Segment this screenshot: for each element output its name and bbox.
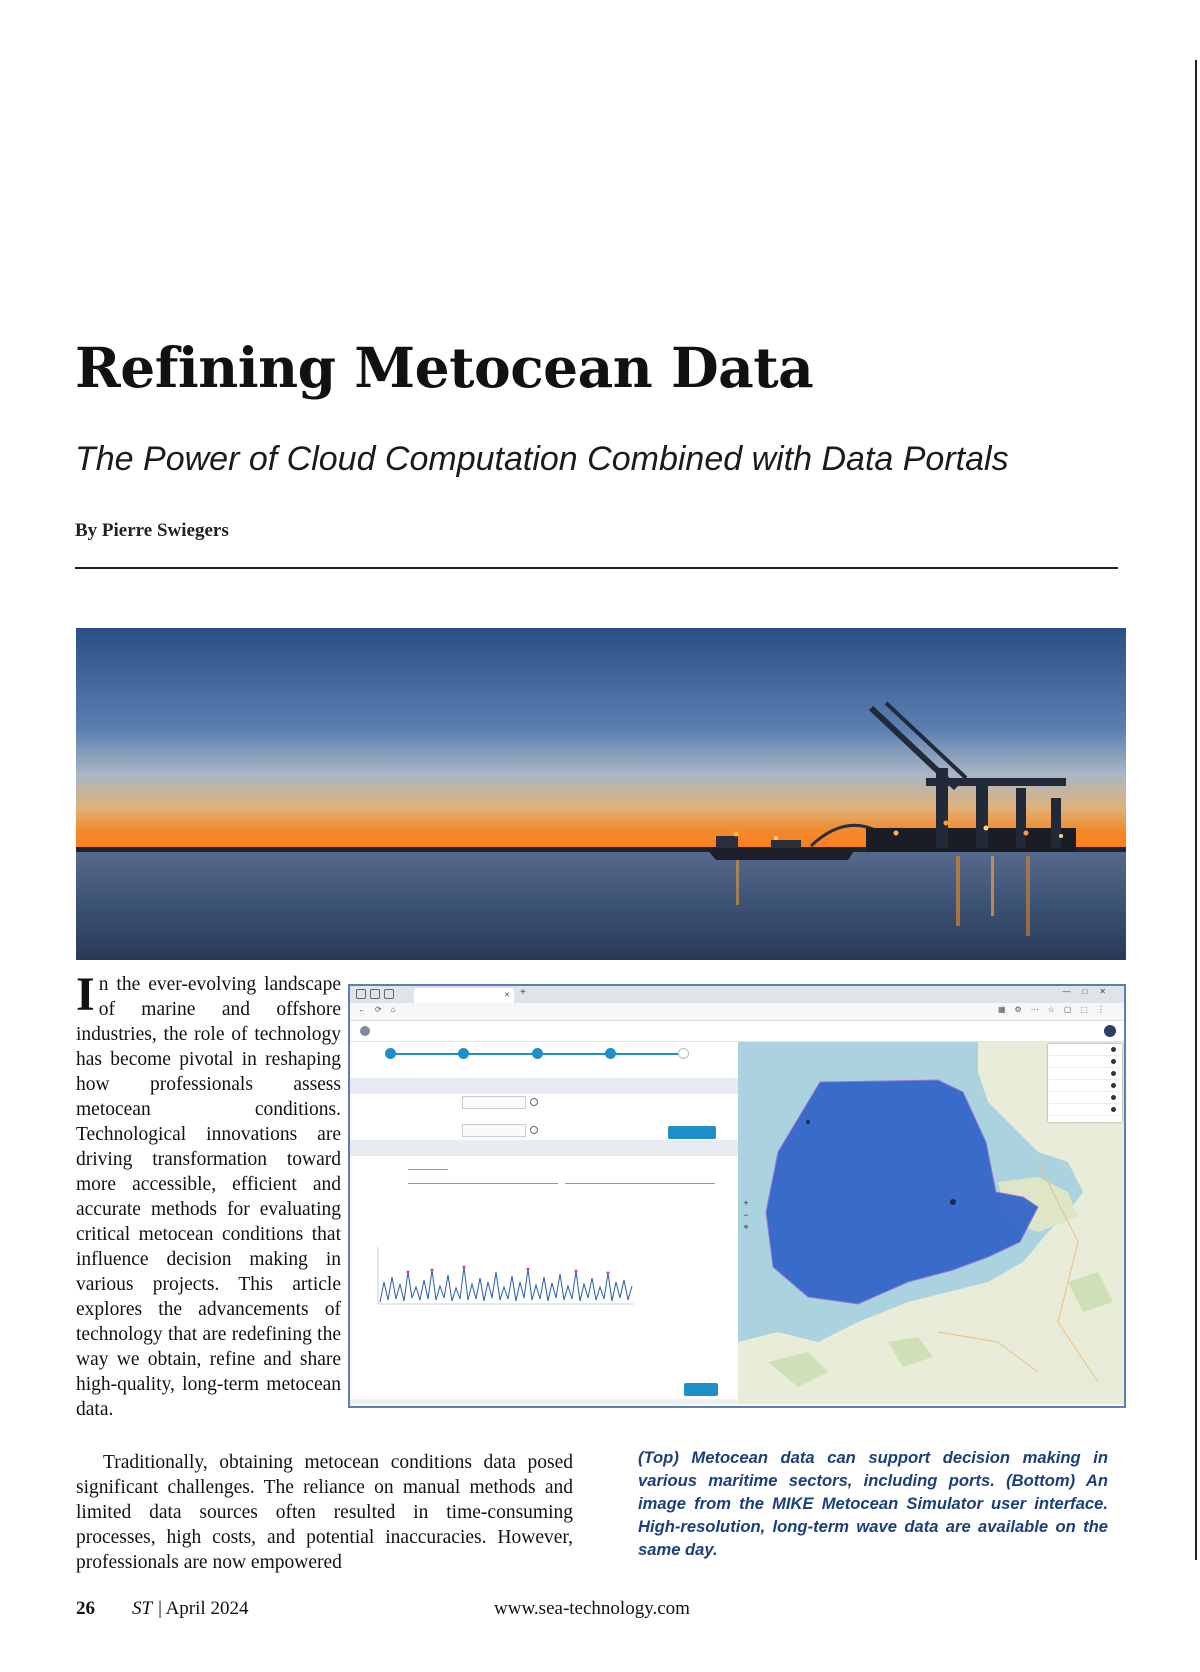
body-paragraph-2: Traditionally, obtaining metocean conditions data posed significant challenges. The reliance on manual methods and limited data sources often resulted in time-consuming processes, high costs, and potential inaccuracies. However, professionals are now empowered — [76, 1452, 573, 1573]
port-dusk-photo — [76, 628, 1126, 960]
dropcap: I — [76, 968, 95, 1021]
article-subtitle: The Power of Cloud Computation Combined with Data Portals — [75, 440, 1009, 478]
page-number: 26 — [76, 1598, 95, 1619]
body-column-1 — [76, 968, 341, 1422]
magazine-name: ST — [132, 1598, 153, 1619]
website-url: www.sea-technology.com — [494, 1598, 690, 1619]
article-title: Refining Metocean Data — [75, 335, 814, 400]
issue-date: | April 2024 — [158, 1598, 249, 1619]
simulator-screenshot: ✕ + —□✕ ←⟳⌂ ▦⚙⋯☆▢⬚⋮ + − ⌖ — [348, 984, 1126, 1408]
title-divider — [75, 567, 1118, 569]
issue-info — [132, 1598, 248, 1620]
figure-caption: (Top) Metocean data can support decision making in various maritime sectors, including ports. (Bottom) An image from the MIKE Metocean Simulator user interface. High-resolution, long-term wave data are available on the same day. — [638, 1448, 1108, 1559]
body-paragraph-1: n the ever-evolving landscape of marine and offshore industries, the role of technology has become pivotal in reshaping how professionals assess metocean conditions. Technological innovations are driving transformation toward more accessible, efficient and accurate methods for evaluating critical metocean conditions that influence decision making in various projects. This article explores the advancements of technology that are redefining the way we obtain, refine and share high-quality, long-term metocean data. — [76, 974, 341, 1420]
article-byline: By Pierre Swiegers — [75, 520, 229, 541]
page-edge-rule — [1195, 60, 1197, 1560]
